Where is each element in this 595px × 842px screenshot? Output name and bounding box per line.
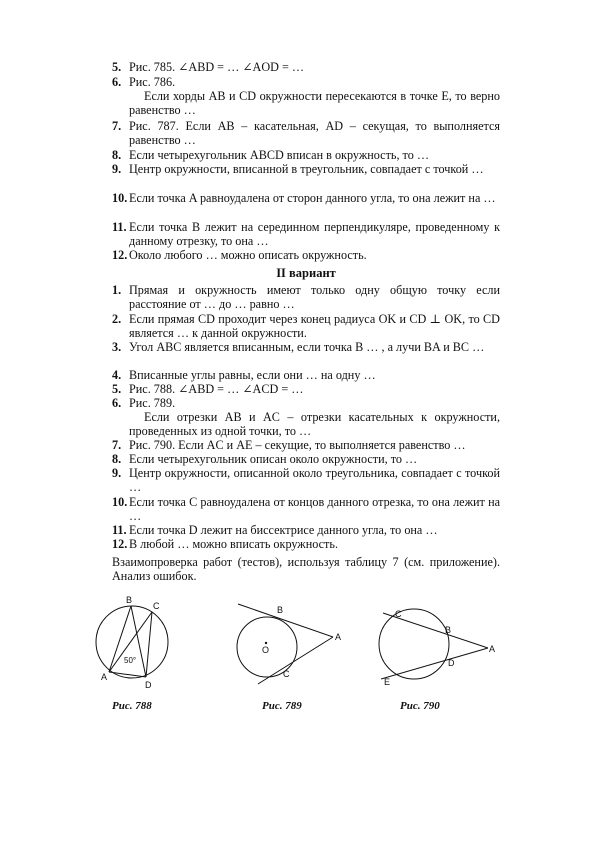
v1-item-7 <box>112 120 500 148</box>
item-text: В любой … можно вписать окружность. <box>129 537 338 551</box>
v2-item-6-body <box>112 411 500 439</box>
item-text: Вписанные углы равны, если они … на одну … <box>129 368 376 382</box>
figure-788-caption: Рис. 788 <box>112 700 152 712</box>
item-number: 7. <box>112 119 122 133</box>
item-number: 8. <box>112 452 122 466</box>
v2-item-7 <box>112 439 500 453</box>
point-a-label: A <box>335 632 342 642</box>
variant-heading: II вариант <box>276 266 336 280</box>
point-a-label: A <box>101 672 108 682</box>
item-text: Около любого … можно описать окружность. <box>129 248 367 262</box>
item-text: Центр окружности, вписанной в треугольник, совпадает с точкой … <box>129 162 484 176</box>
item-text: Если точка C равноудалена от концов данного отрезка, то она лежит на … <box>129 495 500 523</box>
point-b-label: B <box>126 595 133 605</box>
item-number: 9. <box>112 466 122 480</box>
chord-ad <box>109 672 146 677</box>
item-text: Рис. 785. ∠ABD = … ∠AOD = … <box>129 60 305 74</box>
chord-bd <box>131 606 146 677</box>
circle <box>96 606 168 678</box>
figure-790 <box>375 600 500 690</box>
point-b-label: B <box>277 605 284 615</box>
point-c-label: C <box>153 601 160 611</box>
point-b-label: B <box>445 625 452 635</box>
v2-item-1 <box>112 284 500 312</box>
item-text: Рис. 789. <box>129 396 176 410</box>
v1-item-10 <box>112 192 500 206</box>
item-text: Рис. 790. Если AC и AE – секущие, то выполняется равенство … <box>129 438 466 452</box>
v1-item-6 <box>112 76 500 90</box>
v2-item-12 <box>112 538 500 552</box>
v2-item-6 <box>112 397 500 411</box>
figure-789 <box>230 600 345 690</box>
item-text: Если точка A равноудалена от сторон данного угла, то она лежит на … <box>129 191 496 205</box>
v1-item-11 <box>112 221 500 249</box>
item-text: Угол ABC является вписанным, если точка B … , а лучи BA и BC … <box>129 340 485 354</box>
v2-item-10 <box>112 496 500 524</box>
figure-790-caption: Рис. 790 <box>400 700 440 712</box>
item-number: 6. <box>112 75 122 89</box>
item-number: 7. <box>112 438 122 452</box>
item-text: Если четырехугольник ABCD вписан в окружность, то … <box>129 148 430 162</box>
item-number: 12. <box>112 537 128 551</box>
item-number: 4. <box>112 368 122 382</box>
item-text: Если прямая CD проходит через конец радиуса OK и CD ⊥ OK, то CD является … к данной окружности. <box>129 312 500 340</box>
circle <box>379 609 452 679</box>
center-point <box>265 642 267 644</box>
item-number: 9. <box>112 162 122 176</box>
item-text: Если хорды AB и CD окружности пересекаются в точке E, то верно равенство … <box>129 89 500 117</box>
figure-788 <box>90 592 180 697</box>
v2-item-8 <box>112 453 500 467</box>
v2-item-11 <box>112 524 500 538</box>
item-number: 10. <box>112 495 128 509</box>
item-number: 10. <box>112 191 128 205</box>
item-text: Если четырехугольник описан около окружности, то … <box>129 452 418 466</box>
item-text: Центр окружности, описанной около треугольника, совпадает с точкой … <box>129 466 500 494</box>
item-text: Рис. 786. <box>129 75 176 89</box>
v1-item-5 <box>112 61 500 75</box>
point-d-label: D <box>145 680 152 690</box>
point-c-label: C <box>395 609 402 619</box>
v2-item-2 <box>112 313 500 341</box>
angle-label: 50° <box>124 656 137 665</box>
closing-paragraph: Взаимопроверка работ (тестов), используя таблицу 7 (см. приложение). Анализ ошибок. <box>112 555 500 583</box>
point-a-label: A <box>489 644 496 654</box>
tangent-ac <box>258 637 333 684</box>
item-number: 8. <box>112 148 122 162</box>
item-number: 3. <box>112 340 122 354</box>
point-c-label: C <box>283 669 290 679</box>
secant-ae <box>381 648 488 679</box>
item-number: 5. <box>112 382 122 396</box>
v2-item-5 <box>112 383 500 397</box>
item-text: Рис. 788. ∠ABD = … ∠ACD = … <box>129 382 304 396</box>
v2-item-9 <box>112 467 500 495</box>
item-number: 11. <box>112 523 127 537</box>
item-number: 11. <box>112 220 127 234</box>
v2-item-3 <box>112 341 500 355</box>
item-text: Если отрезки AB и AC – отрезки касательных к окружности, проведенных из одной точки, то … <box>129 410 500 438</box>
item-number: 1. <box>112 283 122 297</box>
v1-item-6-body <box>112 90 500 118</box>
v2-item-4 <box>112 369 500 383</box>
item-number: 2. <box>112 312 122 326</box>
item-text: Прямая и окружность имеют только одну общую точку если расстояние от … до … равно … <box>129 283 500 311</box>
chord-cd <box>146 612 152 677</box>
item-text: Если точка D лежит на биссектрисе данного угла, то она … <box>129 523 438 537</box>
v1-item-8 <box>112 149 500 163</box>
v1-item-9 <box>112 163 500 177</box>
point-d-label: D <box>448 658 455 668</box>
point-o-label: O <box>262 645 270 655</box>
item-text: Рис. 787. Если AB – касательная, AD – секущая, то выполняется равенство … <box>129 119 500 147</box>
v1-item-12 <box>112 249 500 263</box>
item-number: 5. <box>112 60 122 74</box>
figure-789-caption: Рис. 789 <box>262 700 302 712</box>
item-number: 12. <box>112 248 128 262</box>
point-e-label: E <box>384 677 391 687</box>
item-number: 6. <box>112 396 122 410</box>
item-text: Если точка B лежит на серединном перпендикуляре, проведенному к данному отрезку, то она … <box>129 220 500 248</box>
